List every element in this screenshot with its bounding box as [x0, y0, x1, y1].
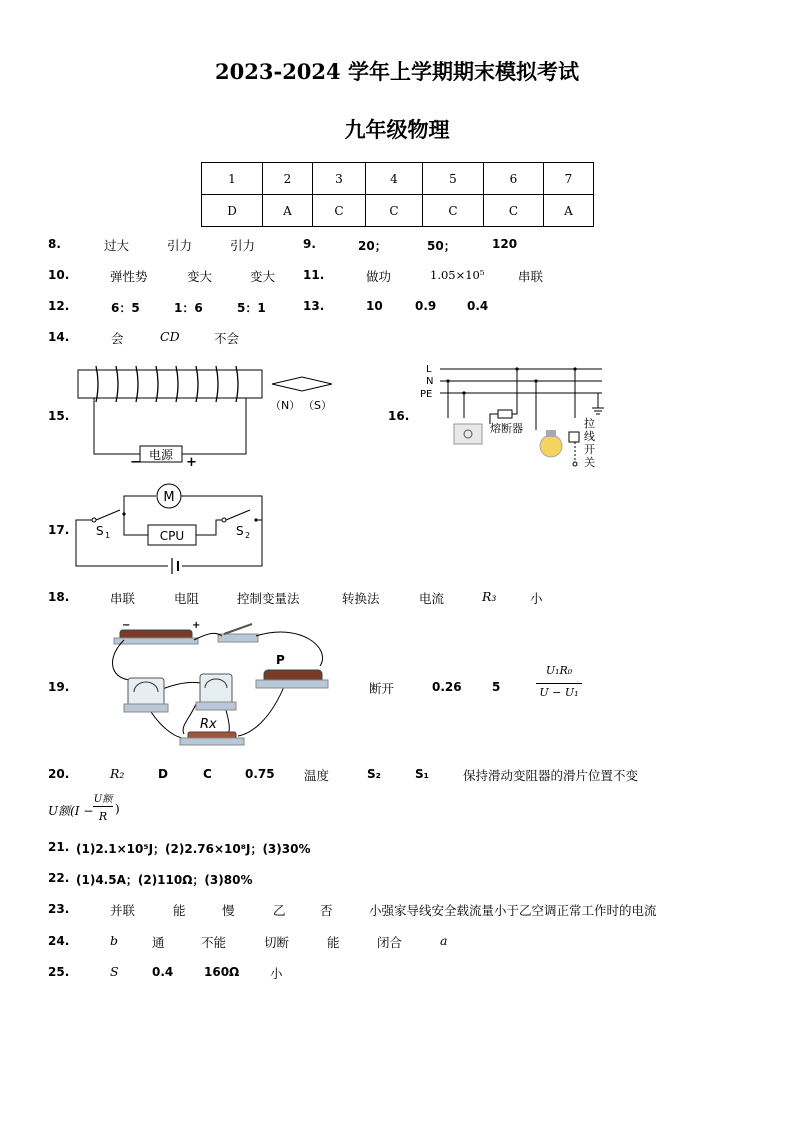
answer: 电阻 [174, 591, 200, 606]
switch-icon [218, 634, 258, 642]
question-number: 21. [48, 840, 70, 854]
answer: 做功 [366, 269, 392, 284]
answer: 保持滑动变阻器的滑片位置不变 [463, 768, 639, 783]
cpu-label: CPU [159, 529, 185, 543]
table-cell: 3 [313, 163, 366, 195]
answer: 小 [530, 591, 543, 606]
question-number: 9. [303, 237, 316, 251]
switch-label-char: 线 [584, 430, 595, 443]
answer: b [110, 933, 119, 948]
answer: 串联 [518, 269, 544, 284]
question-number: 17. [48, 523, 70, 537]
exam-subtitle: 九年级物理 [344, 117, 450, 142]
question-number: 18. [48, 590, 70, 604]
table-cell: 1 [202, 163, 263, 195]
table-cell: 7 [544, 163, 594, 195]
fraction-bar [536, 683, 582, 684]
switch-s2-sub: 2 [245, 531, 251, 540]
answer: 小强家导线安全载流量小于乙空调正常工作时的电流 [369, 903, 657, 918]
answer: 10 [366, 299, 383, 313]
answer: 并联 [110, 903, 136, 918]
answer: 0.9 [415, 299, 437, 313]
cpu-fan-circuit-diagram [72, 480, 268, 580]
answer: 断开 [369, 681, 395, 696]
answer: CD [160, 329, 180, 344]
answer: 能 [173, 903, 186, 918]
pole-n-label: （N） [270, 399, 301, 412]
answer: D [158, 767, 168, 781]
answer: 变大 [187, 269, 213, 284]
rx-label: Rx [200, 717, 217, 732]
experiment-apparatus-diagram [100, 618, 330, 752]
answer: 乙 [273, 903, 286, 918]
answer: 5：1 [237, 301, 266, 315]
question-number: 23. [48, 902, 70, 916]
answer: 能 [327, 935, 340, 950]
answer: 否 [320, 903, 333, 918]
answer: 通 [152, 935, 165, 950]
table-row-numbers [202, 163, 594, 195]
line-pe-label: PE [420, 389, 433, 400]
question-number: 15. [48, 409, 70, 423]
question-number: 19. [48, 680, 70, 694]
minus-sign: − [130, 455, 141, 470]
answer: 弹性势 [110, 269, 148, 284]
formula-denominator: U − U₁ [539, 686, 579, 699]
household-circuit-diagram [418, 360, 614, 472]
answer: 0.26 [432, 680, 462, 694]
answer: 0.4 [152, 965, 174, 979]
light-bulb-icon [540, 435, 562, 457]
answer: S₁ [415, 767, 429, 781]
answer: S [110, 964, 119, 979]
switch-s1-sub: 1 [105, 531, 111, 540]
formula-numerator: U额 [93, 794, 113, 805]
power-label: 电源 [148, 448, 174, 462]
table-cell: C [366, 195, 423, 227]
answer: 不会 [214, 331, 240, 346]
socket-icon [454, 424, 482, 444]
formula-numerator: U₁R₀ [545, 664, 573, 677]
table-cell: C [423, 195, 484, 227]
question-number: 8. [48, 237, 61, 251]
table-cell: 5 [423, 163, 484, 195]
question-number: 13. [303, 299, 325, 313]
answer-table [201, 162, 594, 227]
compass-needle [272, 377, 332, 391]
pole-s-label: （S） [303, 399, 332, 412]
question-number: 22. [48, 871, 70, 885]
answer: 温度 [304, 768, 330, 783]
answer: 引力 [167, 238, 193, 253]
battery-plus: + [192, 620, 201, 631]
answer: 过大 [104, 238, 130, 253]
switch-s1-label: S [96, 524, 104, 538]
question-number: 16. [388, 409, 410, 423]
switch-label-char: 关 [584, 456, 595, 469]
question-number: 11. [303, 268, 325, 282]
answer: 50； [427, 239, 456, 253]
answer: 120 [492, 237, 518, 251]
battery-minus: − [122, 620, 131, 631]
answer: (1)4.5A；(2)110Ω；(3)80% [76, 873, 253, 887]
table-cell: C [313, 195, 366, 227]
answer: 串联 [110, 591, 136, 606]
answer: 160Ω [204, 965, 240, 979]
answer: (1)2.1×10⁵J；(2)2.76×10⁸J；(3)30% [76, 842, 311, 856]
line-n-label: N [426, 376, 434, 387]
switch-label-char: 拉 [584, 417, 595, 430]
answer: 20； [358, 239, 387, 253]
fuse-label: 熔断器 [490, 422, 523, 435]
table-row-answers [202, 195, 594, 227]
answer: 小 [270, 966, 283, 981]
answer: 切断 [264, 935, 290, 950]
table-cell: D [202, 195, 263, 227]
answer: R₂ [110, 766, 125, 781]
switch-label-char: 开 [584, 443, 595, 456]
fraction-bar [93, 806, 113, 807]
answer: 0.4 [467, 299, 489, 313]
answer: 变大 [250, 269, 276, 284]
table-cell: C [484, 195, 544, 227]
plus-sign: + [186, 455, 197, 470]
table-cell: 4 [366, 163, 423, 195]
answer: 慢 [222, 903, 235, 918]
question-number: 20. [48, 767, 70, 781]
answer: 闭合 [377, 935, 403, 950]
answer: S₂ [367, 767, 381, 781]
table-cell: 6 [484, 163, 544, 195]
answer: 5 [492, 680, 501, 694]
answer: 引力 [230, 238, 256, 253]
formula-close: ) [115, 802, 120, 816]
electromagnet-diagram [74, 358, 340, 470]
answer: 0.75 [245, 767, 275, 781]
formula-text: U额(I − [48, 804, 94, 818]
motor-label: M [163, 490, 175, 505]
question-number: 25. [48, 965, 70, 979]
answer: 1：6 [174, 301, 203, 315]
question-number: 10. [48, 268, 70, 282]
answer: 控制变量法 [237, 591, 300, 606]
switch-s2-label: S [236, 524, 244, 538]
question-number: 14. [48, 330, 70, 344]
line-l-label: L [426, 364, 432, 375]
slider-p-label: P [276, 653, 285, 667]
answer: 会 [111, 331, 124, 346]
answer: 6：5 [111, 301, 140, 315]
formula-denominator: R [98, 810, 108, 823]
answer: C [203, 767, 212, 781]
question-number: 24. [48, 934, 70, 948]
table-cell: A [263, 195, 313, 227]
answer: 转换法 [342, 591, 380, 606]
answer: 1.05×10⁵ [430, 268, 485, 282]
table-cell: A [544, 195, 594, 227]
answer: 不能 [201, 935, 227, 950]
answer: R₃ [482, 589, 497, 604]
exam-title: 2023-2024 学年上学期期末模拟考试 [215, 59, 579, 84]
question-number: 12. [48, 299, 70, 313]
answer: a [440, 933, 448, 948]
answer: 电流 [419, 591, 445, 606]
table-cell: 2 [263, 163, 313, 195]
pull-switch-icon [569, 432, 579, 442]
